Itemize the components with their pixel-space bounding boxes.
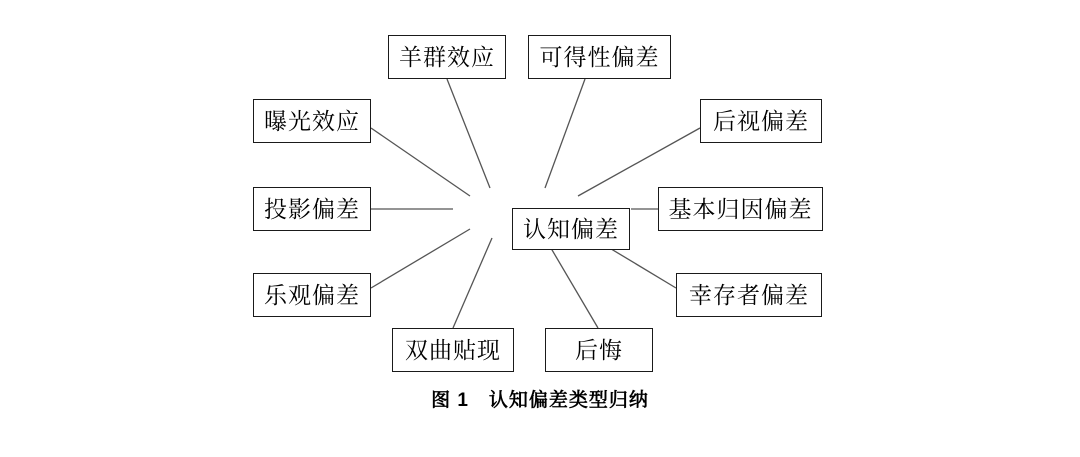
connector-line [371,128,470,196]
figure-caption: 图 1 认知偏差类型归纳 [431,390,649,411]
bias-node: 基本归因偏差 [658,187,823,231]
bias-node: 幸存者偏差 [676,273,822,317]
bias-node: 乐观偏差 [253,273,371,317]
bias-node: 曝光效应 [253,99,371,143]
bias-node: 投影偏差 [253,187,371,231]
connector-line [545,238,598,328]
bias-node: 后视偏差 [700,99,822,143]
connector-line [545,79,585,188]
connector-line [447,79,490,188]
connector-line [371,229,470,288]
bias-node: 双曲贴现 [392,328,514,372]
center-node: 认知偏差 [512,208,630,250]
bias-node: 可得性偏差 [528,35,671,79]
connector-line [578,128,700,196]
bias-node: 后悔 [545,328,653,372]
connector-line [453,238,492,328]
bias-node: 羊群效应 [388,35,506,79]
